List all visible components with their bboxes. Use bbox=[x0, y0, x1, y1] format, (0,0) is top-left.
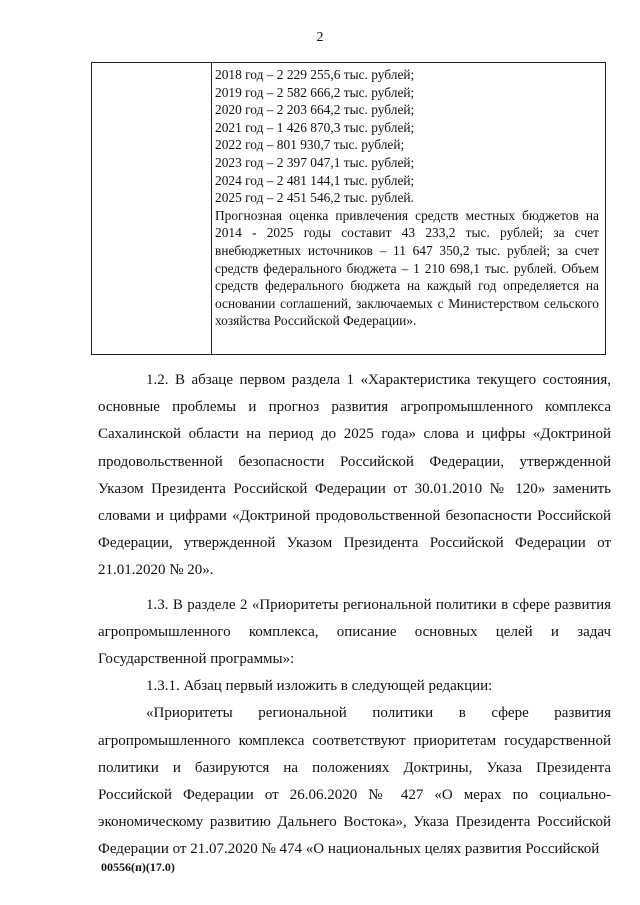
funding-year-2024: 2024 год – 2 481 144,1 тыс. рублей; bbox=[215, 172, 415, 188]
funding-year-2020: 2020 год – 2 203 664,2 тыс. рублей; bbox=[215, 102, 415, 118]
funding-year-2022: 2022 год – 801 930,7 тыс. рублей; bbox=[215, 137, 405, 153]
paragraph-priorities: «Приоритеты региональной политики в сфере развития агропромышленного комплекса соответствуют приоритетам государственной политики и базируются на положениях Доктрины, Указа Президента Российской Федерации от 26.06.2020 № 427 «О мерах по социально-экономическому развитию Дальнего Востока», Указа Президента Российской Федерации от 21.07.2020 № 474 «О национальных целях развития Российской bbox=[98, 705, 611, 858]
document-body bbox=[98, 367, 611, 864]
page-number: 2 bbox=[316, 30, 324, 45]
table-right-cell bbox=[215, 66, 599, 330]
funding-year-2021: 2021 год – 1 426 870,3 тыс. рублей; bbox=[215, 119, 415, 135]
forecast-paragraph: Прогнозная оценка привлечения средств местных бюджетов на 2014 - 2025 годы составит 43 233,2 тыс. рублей; за счет внебюджетных источников – 11 647 350,2 тыс. рублей; за счет средств федерального бюджета – 1 210 698,1 тыс. рублей. Объем средств федерального бюджета на каждый год определяется на основании соглашений, заключаемых с Министерством сельского хозяйства Российской Федерации». bbox=[215, 207, 599, 329]
funding-year-2023: 2023 год – 2 397 047,1 тыс. рублей; bbox=[215, 154, 415, 170]
funding-year-2025: 2025 год – 2 451 546,2 тыс. рублей. bbox=[215, 190, 414, 206]
footer-document-code: 00556(п)(17.0) bbox=[101, 860, 175, 874]
paragraph-1-2: 1.2. В абзаце первом раздела 1 «Характеристика текущего состояния, основные проблемы и прогноз развития агропромышленного комплекса Сахалинской области на период до 2025 года» слова и цифры «Доктриной продовольственной безопасности Российской Федерации, утвержденной Указом Президента Российской Федерации от 30.01.2010 № 120» заменить словами и цифрами «Доктриной продовольственной безопасности Российской Федерации, утвержденной Указом Президента Российской Федерации от 21.01.2020 № 20». bbox=[98, 372, 611, 579]
funding-year-2019: 2019 год – 2 582 666,2 тыс. рублей; bbox=[215, 84, 415, 100]
funding-year-2018: 2018 год – 2 229 255,6 тыс. рублей; bbox=[215, 67, 415, 82]
funding-table bbox=[91, 62, 606, 355]
paragraph-1-3: 1.3. В разделе 2 «Приоритеты региональной политики в сфере развития агропромышленного комплекса, описание основных целей и задач Государственной программы»: bbox=[98, 596, 611, 668]
table-left-cell bbox=[92, 63, 212, 354]
paragraph-1-3-1: 1.3.1. Абзац первый изложить в следующей редакции: bbox=[146, 678, 493, 695]
